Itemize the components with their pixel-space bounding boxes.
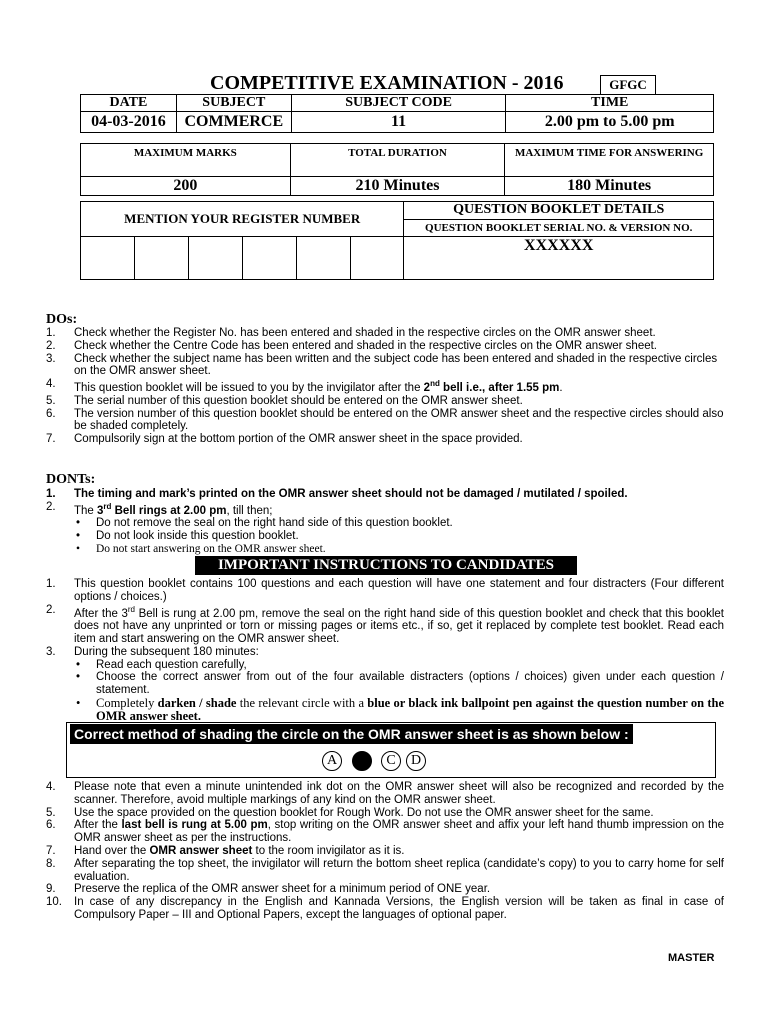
list-item: • Do not look inside this question booklet. (76, 530, 299, 543)
master-label: MASTER (668, 952, 715, 964)
booklet-details-label: QUESTION BOOKLET DETAILS (404, 202, 714, 220)
list-item: • Read each question carefully, (76, 658, 247, 671)
list-item: 3. Check whether the subject name has been written and the subject code has been entered and shaded in the respective circles on the OMR answer sheet. (46, 352, 718, 378)
list-item: • Completely darken / shade the relevant circle with a blue or black ink ballpoint pen against the question number on the OMR answer sheet. (76, 696, 724, 723)
instructions-heading: IMPORTANT INSTRUCTIONS TO CANDIDATES (195, 556, 577, 575)
max-marks: 200 (81, 177, 291, 196)
option-d-circle: D (406, 751, 426, 771)
list-item: 7. Compulsorily sign at the bottom portion of the OMR answer sheet in the space provided. (46, 433, 523, 446)
max-marks-label: MAXIMUM MARKS (81, 144, 291, 177)
list-item: 6. The version number of this question booklet should be entered on the OMR answer sheet and the respective circles should also be shaded completely. (46, 407, 724, 433)
list-item: 1. The timing and mark’s printed on the OMR answer sheet should not be damaged / mutilated / spoiled. (46, 488, 628, 500)
time-label: TIME (506, 95, 714, 112)
list-item: 5. The serial number of this question booklet should be entered on the OMR answer sheet. (46, 394, 523, 407)
list-item: 1. This question booklet contains 100 questions and each question will have one statement and four distracters (Four different options / choices.) (46, 578, 724, 603)
duration-table (80, 143, 714, 196)
option-a-circle: A (322, 751, 342, 771)
donts-heading: DONTs: (46, 472, 96, 487)
exam-subject: COMMERCE (176, 112, 291, 133)
booklet-serial-label: QUESTION BOOKLET SERIAL NO. & VERSION NO. (404, 219, 714, 237)
list-item: 1. Check whether the Register No. has been entered and shaded in the respective circles on the OMR answer sheet. (46, 327, 656, 339)
list-item: 10. In case of any discrepancy in the English and Kannada Versions, the English version will be taken as final in case of Compulsory Paper – III and Optional Papers, except the languages of optional paper. (46, 896, 724, 921)
paper-code-box: GFGC (600, 75, 656, 95)
exam-subject-code: 11 (291, 112, 506, 133)
dos-list (46, 327, 724, 446)
list-item: 9. Preserve the replica of the OMR answer sheet for a minimum period of ONE year. (46, 883, 491, 896)
option-b-shaded-circle (352, 751, 372, 771)
register-digit-box[interactable] (242, 237, 296, 280)
list-item: • Choose the correct answer from out of the four available distracters (options / choices) given under each question / statement. (76, 671, 724, 697)
list-item: 5. Use the space provided on the question booklet for Rough Work. Do not use the OMR answer sheet for the same. (46, 806, 654, 819)
option-c-circle: C (381, 751, 401, 771)
max-time: 180 Minutes (505, 177, 714, 196)
register-digit-box[interactable] (134, 237, 188, 280)
list-item: 3. During the subsequent 180 minutes: (46, 645, 259, 658)
total-duration: 210 Minutes (290, 177, 505, 196)
list-item: 7. Hand over the OMR answer sheet to the room invigilator as it is. (46, 844, 405, 857)
register-digit-box[interactable] (81, 237, 135, 280)
list-item: 4. This question booklet will be issued to you by the invigilator after the 2nd bell i.e., after 1.55 pm. (46, 378, 563, 395)
register-number-label: MENTION YOUR REGISTER NUMBER (81, 202, 404, 237)
booklet-serial: XXXXXX (404, 237, 714, 280)
register-digit-box[interactable] (188, 237, 242, 280)
list-item: 4. Please note that even a minute unintended ink dot on the OMR answer sheet will also be recognized and recorded by the scanner. Therefore, avoid multiple markings of any kind on the OMR answer sheet. (46, 781, 724, 806)
list-item: • Do not start answering on the OMR answer sheet. (76, 543, 326, 556)
exam-info-table (80, 94, 714, 133)
list-item: 6. After the last bell is rung at 5.00 pm, stop writing on the OMR answer sheet and affix your left hand thumb impression on the OMR answer sheet as per the instructions. (46, 819, 725, 845)
duration-label: TOTAL DURATION (290, 144, 505, 177)
exam-title: COMPETITIVE EXAMINATION - 2016 (210, 72, 564, 94)
list-item: 2. The 3rd Bell rings at 2.00 pm, till then; (46, 500, 273, 517)
instructions-list-a (46, 578, 724, 723)
list-item: 2. After the 3rd Bell is rung at 2.00 pm, remove the seal on the right hand side of this question booklet and check that this booklet does not have any unprinted or torn or missing pages or items etc., if so, get it replaced by complete test booklet. Read each item and start answering on the OMR answer sheet. (46, 603, 724, 646)
exam-date: 04-03-2016 (81, 112, 177, 133)
exam-time: 2.00 pm to 5.00 pm (506, 112, 714, 133)
subject-code-label: SUBJECT CODE (291, 95, 506, 112)
subject-label: SUBJECT (176, 95, 291, 112)
list-item: • Do not remove the seal on the right hand side of this question booklet. (76, 517, 453, 530)
register-digit-box[interactable] (296, 237, 350, 280)
instructions-list-b (46, 781, 724, 922)
register-digit-box[interactable] (350, 237, 404, 280)
list-item: 8. After separating the top sheet, the invigilator will return the bottom sheet replica (candidate’s copy) to you to carry home for self evaluation. (46, 857, 724, 883)
donts-list (46, 488, 724, 556)
shading-heading: Correct method of shading the circle on the OMR answer sheet is as shown below : (70, 724, 633, 744)
list-item: 2. Check whether the Centre Code has been entered and shaded in the respective circles on the OMR answer sheet. (46, 339, 658, 352)
dos-heading: DOs: (46, 312, 78, 327)
max-time-label: MAXIMUM TIME FOR ANSWERING (505, 144, 714, 177)
date-label: DATE (81, 95, 177, 112)
register-booklet-table (80, 201, 714, 280)
